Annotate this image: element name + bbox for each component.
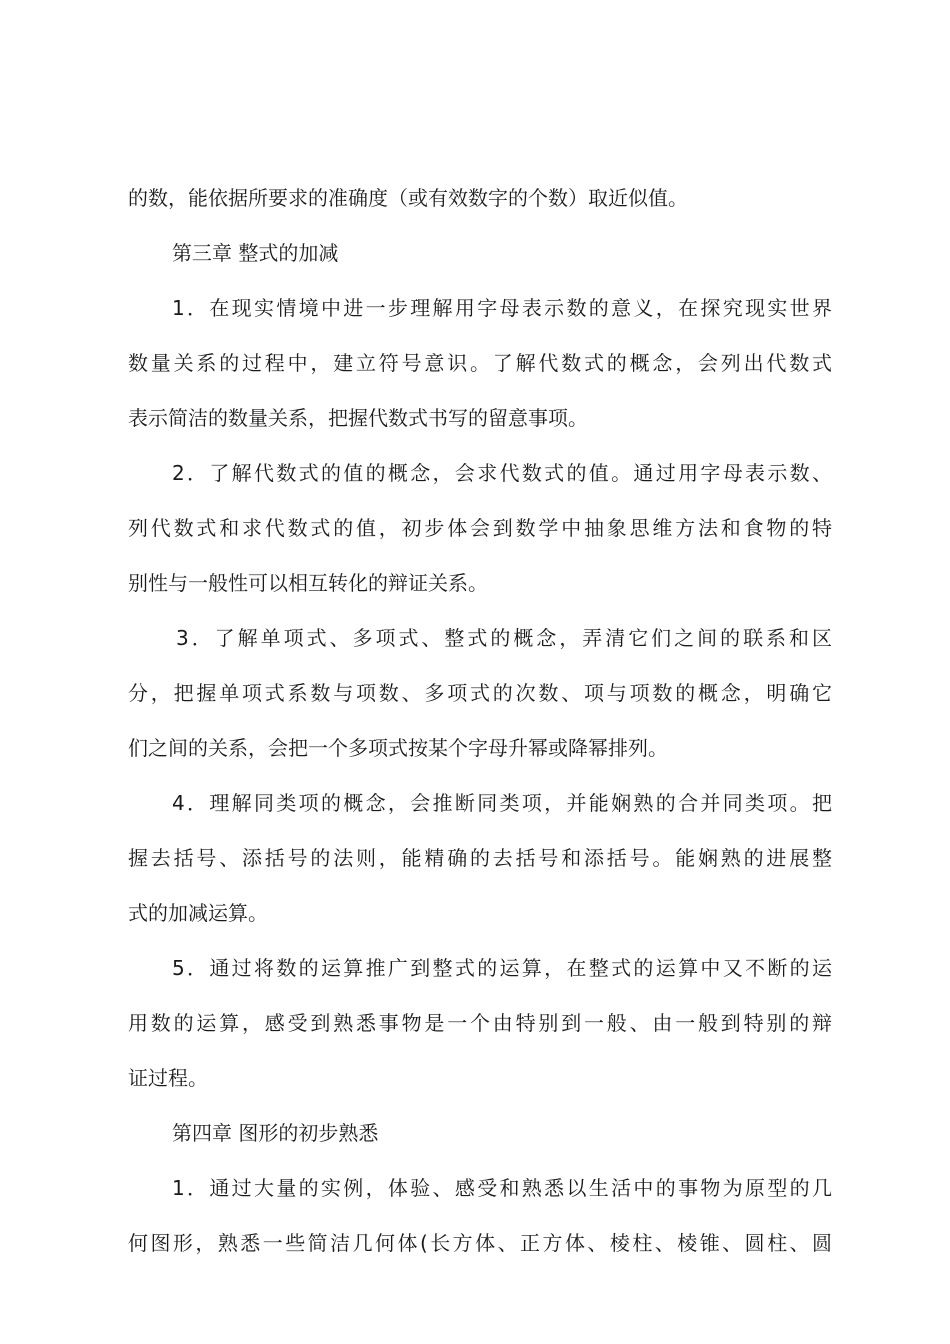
text-line: 3．了解单项式、多项式、整式的概念，弄清它们之间的联系和区 xyxy=(176,626,832,650)
text-line: 证过程。 xyxy=(128,1066,208,1090)
text-line: 握去括号、添括号的法则，能精确的去括号和添括号。能娴熟的进展整 xyxy=(128,846,832,870)
text-line: 的数，能依据所要求的准确度（或有效数字的个数）取近似值。 xyxy=(128,186,688,210)
text-line: 分，把握单项式系数与项数、多项式的次数、项与项数的概念，明确它 xyxy=(128,681,832,705)
text-line: 式的加减运算。 xyxy=(128,901,268,925)
text-line: 用数的运算，感受到熟悉事物是一个由特别到一般、由一般到特别的辩 xyxy=(128,1011,832,1035)
text-line: 1．在现实情境中进一步理解用字母表示数的意义，在探究现实世界 xyxy=(172,296,832,320)
text-line: 列代数式和求代数式的值，初步体会到数学中抽象思维方法和食物的特 xyxy=(128,516,832,540)
text-line: 5．通过将数的运算推广到整式的运算，在整式的运算中又不断的运 xyxy=(172,956,832,980)
text-line: 数量关系的过程中，建立符号意识。了解代数式的概念，会列出代数式 xyxy=(128,351,832,375)
chapter-heading: 第四章 图形的初步熟悉 xyxy=(172,1121,379,1145)
text-line: 4．理解同类项的概念，会推断同类项，并能娴熟的合并同类项。把 xyxy=(172,791,832,815)
text-line: 2．了解代数式的值的概念，会求代数式的值。通过用字母表示数、 xyxy=(172,461,832,485)
chapter-heading: 第三章 整式的加减 xyxy=(172,241,339,265)
text-line: 别性与一般性可以相互转化的辩证关系。 xyxy=(128,571,488,595)
text-line: 表示简洁的数量关系，把握代数式书写的留意事项。 xyxy=(128,406,588,430)
text-line: 何图形，熟悉一些简洁几何体(长方体、正方体、棱柱、棱锥、圆柱、圆 xyxy=(128,1231,832,1255)
text-line: 1．通过大量的实例，体验、感受和熟悉以生活中的事物为原型的几 xyxy=(172,1176,832,1200)
document-body xyxy=(128,186,832,1286)
text-line: 们之间的关系，会把一个多项式按某个字母升幂或降幂排列。 xyxy=(128,736,668,760)
